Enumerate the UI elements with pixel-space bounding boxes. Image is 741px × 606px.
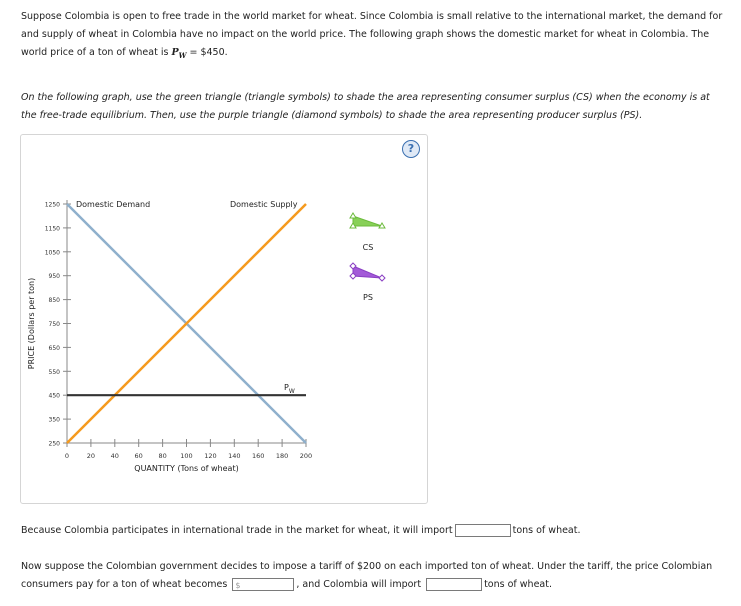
x-tick-label: 80 <box>158 452 167 460</box>
y-tick-label: 750 <box>48 321 60 328</box>
y-tick-label: 250 <box>48 440 60 448</box>
instructions-paragraph: On the following graph, use the green triangle (triangle symbols) to shade the area representing consumer surplus (CS) when the economy is at the free-trade equilibrium. Then, use the purple triangle (diamond symbols) to shade the area representing producer surplus (PS). <box>21 92 710 121</box>
y-axis-label: PRICE (Dollars per ton) <box>27 277 36 370</box>
world-price-value: = $450. <box>186 47 228 58</box>
x-tick-label: 60 <box>134 452 143 460</box>
cs-triangle-tool[interactable] <box>350 213 385 228</box>
y-tick-label: 850 <box>48 297 60 305</box>
demand-curve-label: Domestic Demand <box>76 200 151 209</box>
y-tick-label: 1250 <box>44 201 60 209</box>
question-1-unit: tons of wheat. <box>512 525 581 536</box>
x-tick-label: 180 <box>275 452 289 460</box>
supply-curve-label: Domestic Supply <box>230 200 298 209</box>
y-tick-label: 1050 <box>44 249 60 257</box>
x-tick-label: 160 <box>251 452 265 460</box>
y-tick-label: 550 <box>48 368 60 376</box>
x-tick-label: 200 <box>299 452 313 460</box>
question-1-text: Because Colombia participates in international trade in the market for wheat, it will import <box>21 525 453 536</box>
tariff-import-input[interactable] <box>426 578 482 591</box>
x-tick-label: 20 <box>86 452 96 460</box>
ps-diamond-icon <box>379 275 385 281</box>
market-graph <box>20 160 426 490</box>
x-tick-label: 120 <box>204 452 217 460</box>
y-tick-label: 950 <box>48 273 60 281</box>
x-tick-label: 40 <box>110 452 119 460</box>
y-tick-label: 1150 <box>44 225 60 233</box>
help-icon[interactable]: ? <box>402 140 420 158</box>
question-1 <box>21 522 726 540</box>
ps-legend-label: PS <box>363 293 373 302</box>
y-tick-label: 450 <box>48 392 60 400</box>
question-2-text: Now suppose the Colombian government decides to impose a tariff of $200 on each imported ton of wheat. Under the tariff, the price Colombian consumers pay for a ton of wheat becomes <box>21 561 713 590</box>
question-2 <box>21 558 726 594</box>
x-tick-label: 0 <box>64 452 70 460</box>
y-tick-label: 350 <box>48 416 60 424</box>
cs-triangle-icon <box>350 213 356 218</box>
x-tick-label: 100 <box>180 452 193 460</box>
intro-text: Suppose Colombia is open to free trade in the world market for wheat. Since Colombia is small relative to the international market, the demand for and supply of wheat in Colombia have no impact on the world price. The following graph shows the domestic market for wheat in Colombia. The world price of a ton of wheat is <box>21 11 723 58</box>
question-2-unit: tons of wheat. <box>484 579 552 590</box>
world-price-symbol: $P_W$ <box>171 47 187 60</box>
world-price-line-label: $P_W$ <box>284 383 295 396</box>
y-tick-label: 650 <box>48 344 60 352</box>
tariff-price-input[interactable]: $ <box>232 578 294 591</box>
x-tick-label: 140 <box>228 452 241 460</box>
cs-legend-label: CS <box>362 243 374 252</box>
import-quantity-input[interactable] <box>455 524 511 537</box>
intro-paragraph <box>21 8 726 65</box>
question-2-middle: , and Colombia will import <box>296 579 422 590</box>
ps-triangle-tool[interactable] <box>350 263 385 281</box>
x-axis-label: QUANTITY (Tons of wheat) <box>134 464 239 473</box>
